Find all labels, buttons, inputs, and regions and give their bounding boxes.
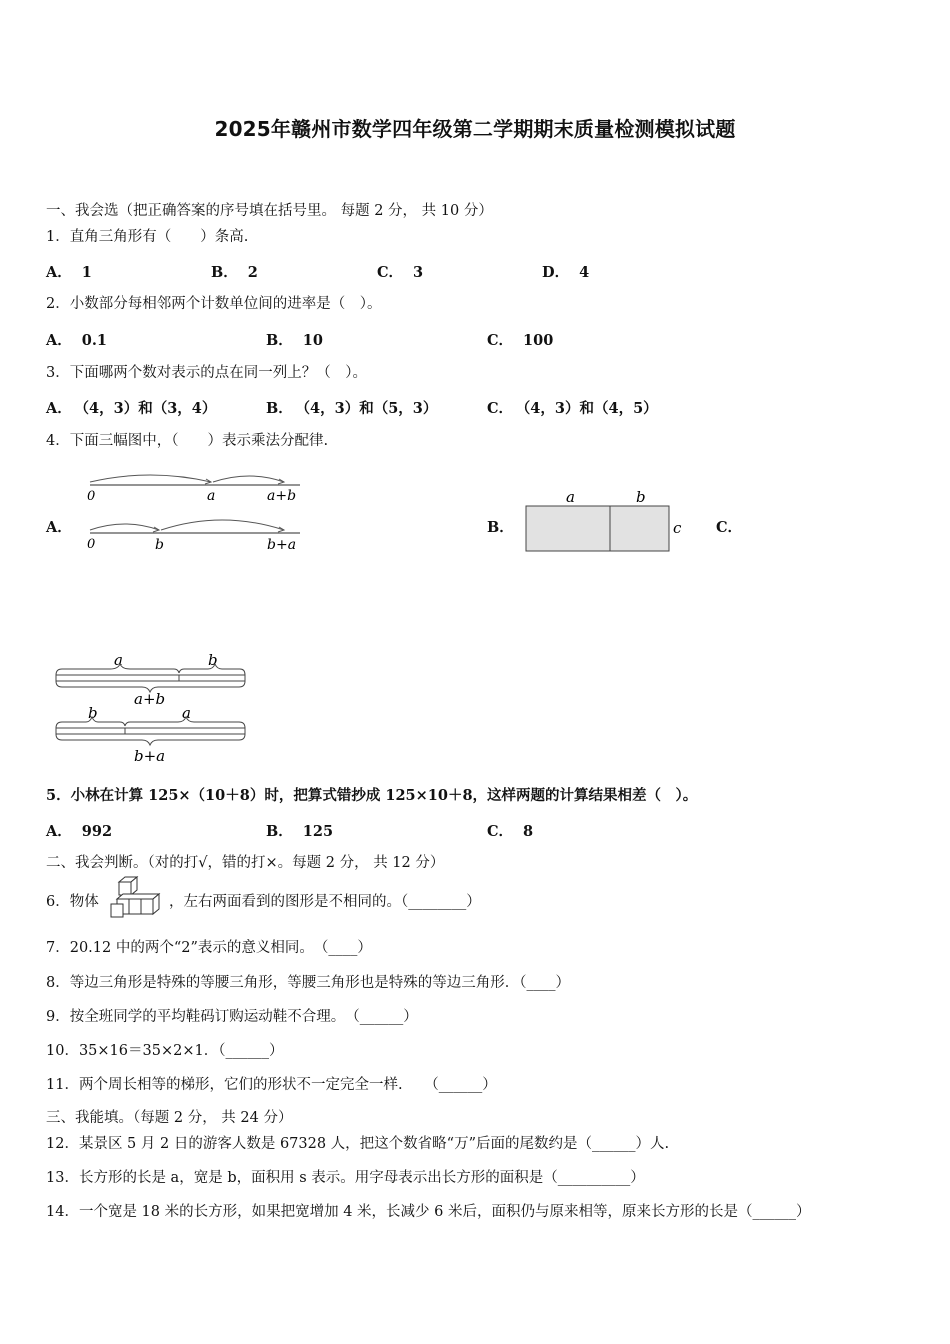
option-label: A． [46, 400, 72, 417]
label-c: c [673, 519, 682, 537]
q1-option-a[interactable] [46, 261, 92, 282]
rectangle-area-figure [520, 486, 690, 558]
arc-a [161, 520, 284, 530]
cube-front-face [111, 904, 123, 917]
tick-label: 0 [87, 489, 96, 504]
tick-label: b [155, 537, 164, 553]
option-label: C． [487, 400, 514, 417]
section3-heading: 三、我能填。（每题 2 分， 共 24 分） [46, 1110, 293, 1126]
cube-front-face [119, 882, 131, 895]
q3-text: 3．下面哪两个数对表示的点在同一列上？（ ）。 [46, 365, 367, 381]
number-line-figure [80, 466, 310, 556]
option-value: 8 [523, 823, 534, 840]
segment-bar [56, 728, 245, 734]
cube-stack-icon [103, 876, 169, 918]
q4-text: 4．下面三幅图中，（ ）表示乘法分配律. [46, 433, 329, 449]
q10-text: 10．35×16＝35×2×1．（______） [46, 1043, 284, 1059]
segment-bar [56, 675, 245, 681]
tick-label: b+a [267, 537, 297, 553]
label-b: b [636, 488, 646, 506]
q5-option-b[interactable] [266, 820, 333, 841]
q2-option-a[interactable] [46, 329, 107, 350]
option-value: （4，3）和（3，4） [81, 400, 217, 417]
option-value: 10 [302, 332, 323, 349]
option-value: （4，3）和（4，5） [523, 400, 658, 417]
row-top-face [117, 894, 159, 899]
option-label: D． [542, 264, 570, 281]
q14-text: 14．一个宽是 18 米的长方形，如果把宽增加 4 米，长减少 6 米后，面积仍与原来相等，原来长方形的长是（______） [46, 1204, 811, 1220]
q2-option-c[interactable] [487, 329, 553, 350]
cube-front-face [141, 899, 153, 914]
arc-b [213, 476, 284, 482]
q7-text: 7．20.12 中的两个“2”表示的意义相同。 （____） [46, 940, 372, 956]
q4-option-b-label[interactable]: B． [487, 519, 514, 536]
brace-bottom [56, 734, 245, 745]
label-a: a [182, 704, 191, 722]
option-label: C． [487, 823, 514, 840]
option-label: A． [46, 264, 72, 281]
q1-option-b[interactable] [211, 261, 258, 282]
option-label: C． [377, 264, 404, 281]
label-a: a [114, 651, 123, 669]
page-title: 2025年赣州市数学四年级第二学期期末质量检测模拟试题 [214, 117, 736, 141]
arc-a [90, 475, 211, 482]
q3-option-c[interactable] [487, 397, 658, 418]
cube-front-face [129, 899, 141, 914]
q6-prefix: 6．物体 [46, 894, 99, 910]
q8-text: 8．等边三角形是特殊的等腰三角形，等腰三角形也是特殊的等边三角形．（____） [46, 975, 570, 991]
label-a: a [566, 488, 575, 506]
option-label: C． [487, 332, 514, 349]
bracket-segment-figure [50, 650, 255, 768]
option-value: （4，3）和（5，3） [302, 400, 438, 417]
q4-option-c-label[interactable]: C． [716, 519, 743, 536]
section2-heading: 二、我会判断。（对的打√，错的打×。每题 2 分， 共 12 分） [46, 855, 445, 871]
q5-option-c[interactable] [487, 820, 533, 841]
option-value: 4 [579, 264, 590, 281]
q11-text: 11．两个周长相等的梯形，它们的形状不一定完全一样. （______） [46, 1077, 497, 1093]
option-value: 1 [81, 264, 92, 281]
option-value: 100 [523, 332, 554, 349]
q2-option-b[interactable] [266, 329, 323, 350]
tick-label: a [207, 488, 216, 504]
tick-label: 0 [87, 537, 96, 552]
option-value: 0.1 [81, 332, 107, 349]
section1-heading: 一、我会选（把正确答案的序号填在括号里。 每题 2 分， 共 10 分） [46, 203, 493, 219]
option-label: B． [266, 823, 293, 840]
option-value: 2 [247, 264, 258, 281]
option-label: B． [211, 264, 238, 281]
q2-text: 2．小数部分每相邻两个计数单位间的进率是（ ）。 [46, 296, 382, 312]
q13-text: 13．长方形的长是 a，宽是 b，面积用 s 表示。用字母表示出长方形的面积是（__________） [46, 1170, 645, 1186]
tick-label: a+b [267, 488, 297, 504]
label-b: b [208, 651, 218, 669]
q9-text: 9．按全班同学的平均鞋码订购运动鞋不合理。 （______） [46, 1009, 418, 1025]
arc-b [90, 524, 159, 530]
option-value: 3 [413, 264, 424, 281]
option-value: 125 [302, 823, 334, 840]
option-label: B． [266, 332, 293, 349]
brace-top [125, 717, 245, 728]
q12-text: 12．某景区 5 月 2 日的游客人数是 67328 人，把这个数省略“万”后面的尾数约是（______）人. [46, 1136, 670, 1152]
rectangle [526, 506, 669, 551]
option-label: A． [46, 332, 72, 349]
option-label: B． [266, 400, 293, 417]
option-label: A． [46, 823, 72, 840]
q1-text: 1．直角三角形有（ ）条高. [46, 229, 249, 245]
q1-option-d[interactable] [542, 261, 589, 282]
label-b: b [88, 704, 98, 722]
q3-option-b[interactable] [266, 397, 437, 418]
q5-option-a[interactable] [46, 820, 112, 841]
q4-option-a-label[interactable]: A． [46, 519, 72, 536]
q1-option-c[interactable] [377, 261, 423, 282]
label-sum: a+b [134, 690, 166, 708]
q3-option-a[interactable] [46, 397, 216, 418]
option-value: 992 [81, 823, 113, 840]
q6-suffix: ，左右两面看到的图形是不相同的。（________） [169, 894, 481, 910]
q5-text: 5．小林在计算 125×（10＋8）时，把算式错抄成 125×10＋8，这样两题的计算结果相差（ ）。 [46, 787, 698, 804]
label-sum: b+a [134, 747, 166, 765]
